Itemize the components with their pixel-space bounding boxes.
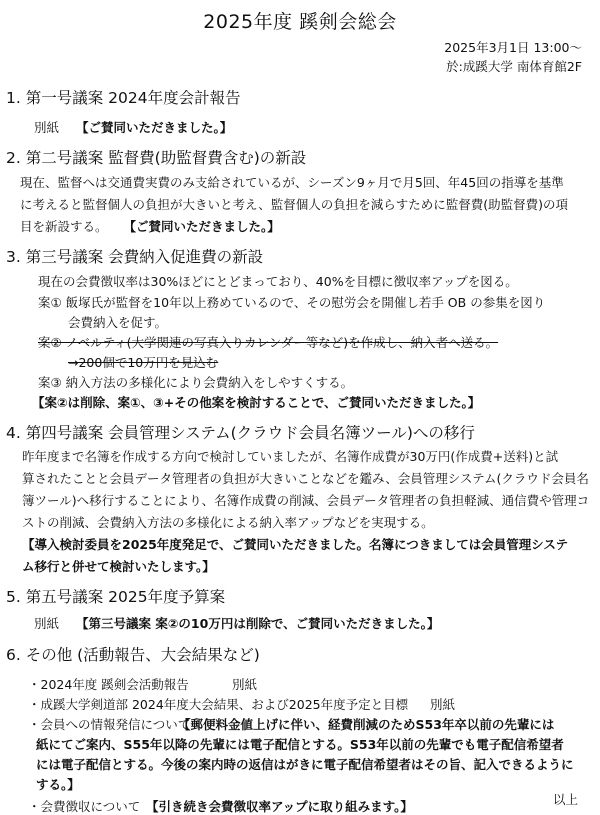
item6-bullet-3-result-line-4: する。】 [36,777,80,792]
item4-body-line-2: 算されたことと会員データ管理者の負担が大きいことなどを鑑み、会員管理システム(クラウド会員名 [22,471,589,486]
item5-heading: 5. 第五号議案 2025年度予算案 [6,588,226,606]
item2-heading: 2. 第二号議案 監督費(助監督費含む)の新設 [6,149,307,167]
item3-plan-1-cont: 会費納入を促す。 [68,315,168,330]
item6-bullet-1-ref: 別紙 [232,677,258,692]
item3-heading: 3. 第三号議案 会費納入促進費の新設 [6,248,264,266]
item3-plan-3: 案③ 納入方法の多様化により会費納入をしやすくする。 [38,375,354,390]
closing-mark: 以上 [552,792,578,807]
item2-body-line-1: 現在、監督へは交通費実費のみ支給されているが、シーズン9ヶ月で月5回、年45回の指導を基準 [20,175,564,190]
item4-result-line-2: ム移行と併せて検討いたします。】 [22,559,215,574]
item2-body-line-3-text: 目を新設する。 [20,219,108,234]
item6-bullet-4-result: 【引き続き会費徴収率アップに取り組みます。】 [146,799,413,814]
meeting-date: 2025年3月1日 13:00～ [444,40,582,55]
item4-body-line-1: 昨年度まで名簿を作成する方向で検討していましたが、名簿作成費が30万円(作成費+送料)と試 [22,449,559,464]
item4-result-line-1: 【導入検討委員を2025年度発足で、ご賛同いただきました。名簿につきましては会員管理システ [22,537,569,552]
meeting-venue: 於:成蹊大学 南体育館2F [446,59,582,74]
item5-attachment-label: 別紙 [34,616,60,631]
item3-plan-2-struck: 案② ノベルティ(大学関連の写真入りカレンダー等など)を作成し、納入者へ送る。 [38,335,499,350]
item1-result: 【ご賛同いただきました。】 [76,120,233,135]
item6-bullet-4: ・会費徴収について [28,799,141,814]
page-title: 2025年度 蹊剣会総会 [203,11,397,33]
item3-result: 【案②は削除、案①、③+その他案を検討することで、ご賛同いただきました。】 [32,395,481,410]
item4-body-line-4: ストの削減、会費納入方法の多様化による納入率アップなどを実現する。 [22,515,434,530]
item1-attachment-label: 別紙 [34,120,60,135]
item4-heading: 4. 第四号議案 会員管理システム(クラウド会員名簿ツール)への移行 [6,424,475,442]
item3-plan-2-cont-struck: →200個で10万円を見込む [68,355,219,370]
item6-bullet-3-result-line-3: には電子配信とする。今後の案内時の返信はがきに電子配信希望者はその旨、記入できるように [36,757,574,772]
item2-body-line-2: に考えると監督個人の負担が大きいと考え、監督個人の負担を減らすために監督費(助監督費)の項 [20,197,569,212]
item6-bullet-3-result-line-2: 紙にてご案内、S55年以降の先輩には電子配信とする。S53年以前の先輩でも電子配信希望者 [36,737,564,752]
item3-plan-1: 案① 飯塚氏が監督を10年以上務めているので、その慰労会を開催し若手 OB の参集を図り [38,295,546,310]
item6-bullet-2-ref: 別紙 [430,697,456,712]
item3-intro: 現在の会費徴収率は30%ほどにとどまっており、40%を目標に徴収率アップを図る。 [38,274,518,289]
item1-heading: 1. 第一号議案 2024年度会計報告 [6,89,241,107]
item5-result: 【第三号議案 案②の10万円は削除で、ご賛同いただきました。】 [76,616,440,631]
item2-result: 【ご賛同いただきました。】 [123,219,280,234]
item6-bullet-1: ・2024年度 蹊剣会活動報告 [28,677,189,692]
item6-bullet-2: ・成蹊大学剣道部 2024年度大会結果、および2025年度予定と目標 [28,697,409,712]
item6-bullet-3-result-line-1: 【郵便料金値上げに伴い、経費削減のためS53年卒以前の先輩には [178,717,555,732]
item6-heading: 6. その他 (活動報告、大会結果など) [6,646,260,664]
item4-body-line-3: 簿ツール)へ移行することにより、名簿作成費の削減、会員データ管理者の負担軽減、通信費や管理コ [22,493,590,508]
item2-body-line-3 [20,216,280,238]
item6-bullet-3: ・会員への情報発信について [28,717,191,732]
